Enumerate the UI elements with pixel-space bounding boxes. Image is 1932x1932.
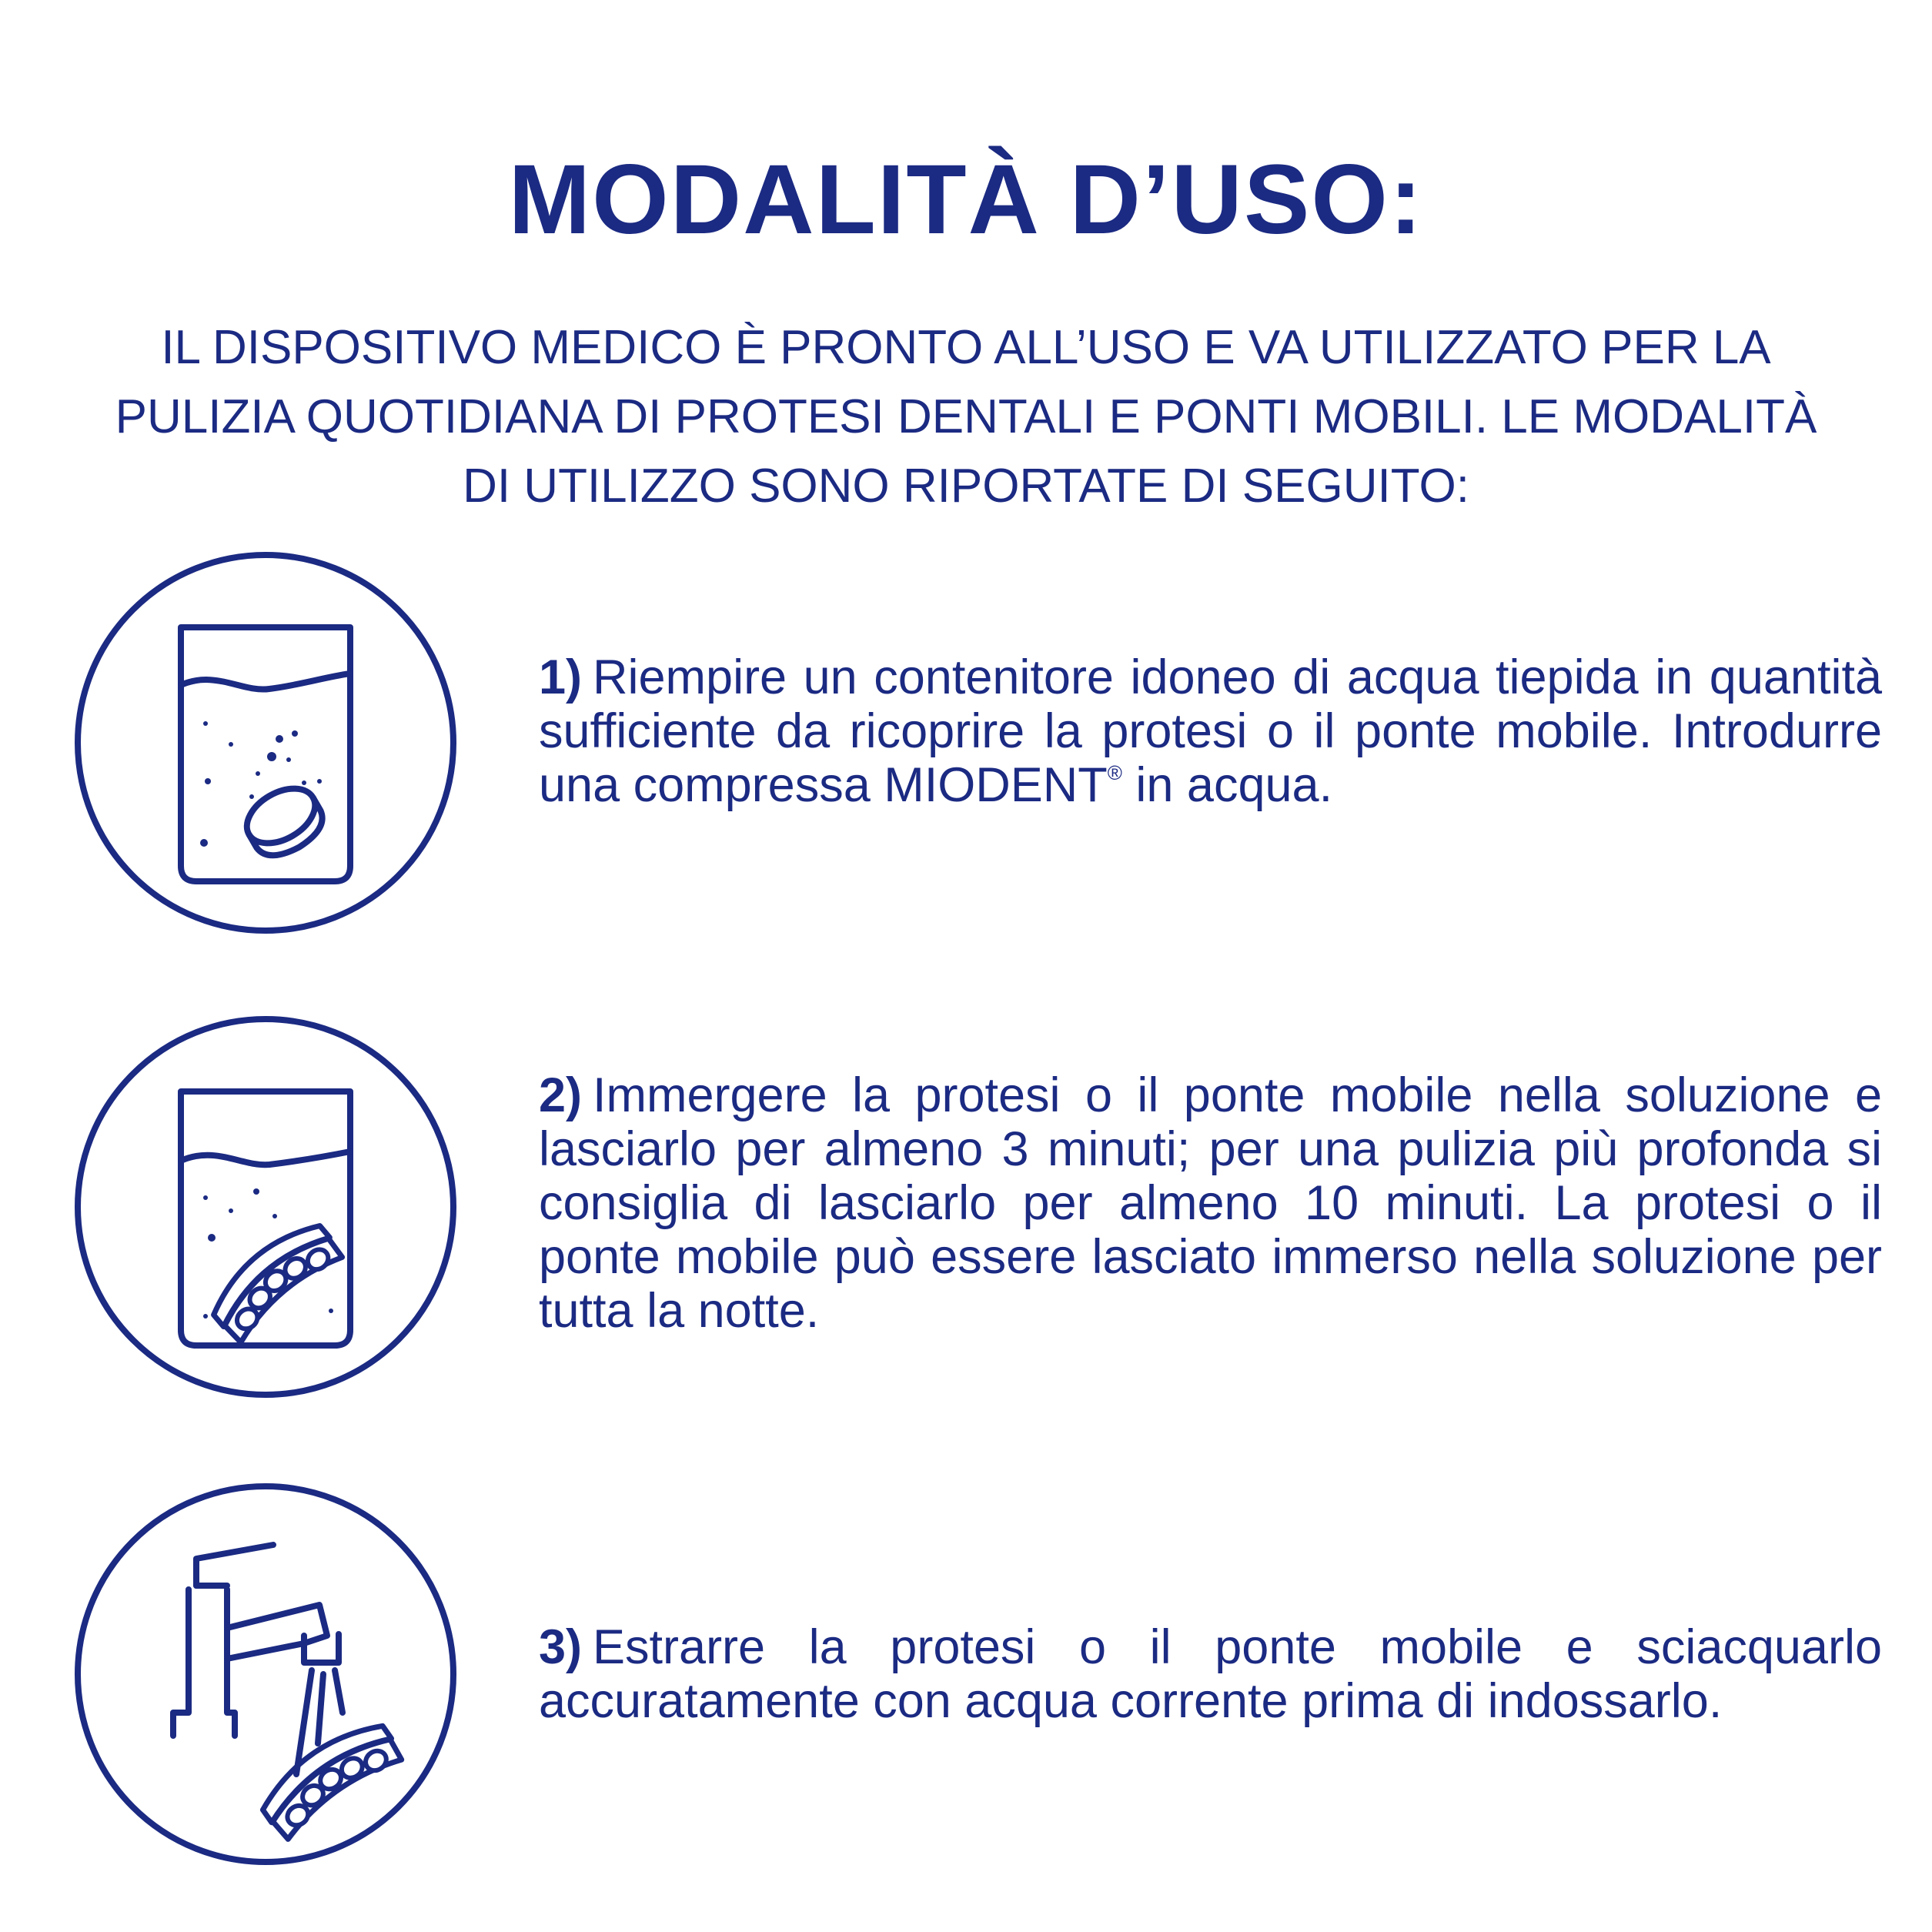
step-3-text-main: Estrarre la protesi o il ponte mobile e sciacquarlo accuratamente con acqua corrente prima di indossarlo. [539,1620,1882,1728]
step-number: 3) [539,1620,583,1674]
intro-paragraph: IL DISPOSITIVO MEDICO È PRONTO ALL’USO E VA UTILIZZATO PER LA PULIZIA QUOTIDIANA DI PROTESI DENTALI E PONTI MOBILI. LE MODALITÀ DI UTILIZZO SONO RIPORTATE DI SEGUITO: [115,321,1817,513]
step-number: 1) [539,650,583,704]
step-3-text [539,1620,1882,1728]
step-1-text-end: in acqua. [1121,758,1333,812]
glass-with-denture-icon [73,1014,458,1399]
step-number: 2) [539,1068,583,1122]
step-2-text-main: Immergere la protesi o il ponte mobile nella soluzione e lasciarlo per almeno 3 minuti; per una pulizia più profonda si consiglia di lasciarlo per almeno 10 minuti. La protesi o il ponte mobile può essere lasciato immerso nella soluzione per tutta la notte. [539,1068,1882,1338]
glass-with-tablet-icon [73,550,458,935]
registered-mark: ® [1107,761,1122,784]
step-1-text-main: Riempire un contenitore idoneo di acqua tiepida in quantità sufficiente da ricoprire la protesi o il ponte mobile. Introdurre una compressa MIODENT [539,650,1882,812]
step-2-text [539,1068,1882,1338]
faucet-rinsing-denture-icon [73,1482,458,1867]
step-1-text [539,650,1882,812]
page-title: MODALITÀ D’USO: [508,144,1424,255]
